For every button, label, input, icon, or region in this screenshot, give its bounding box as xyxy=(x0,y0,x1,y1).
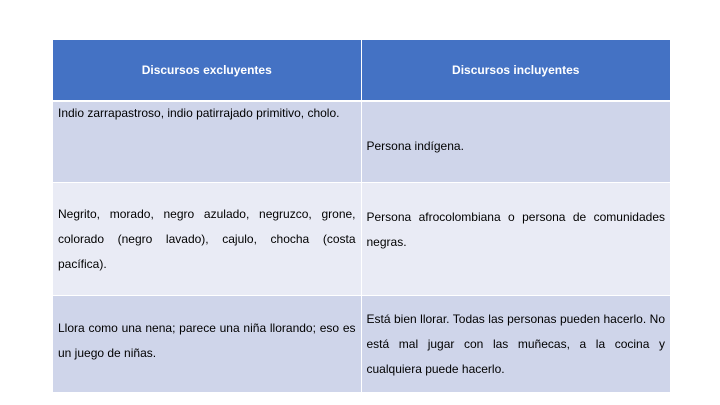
cell-excluyente: Negrito, morado, negro azulado, negruzco, grone, colorado (negro lavado), cajulo, chocha (costa pacífica). xyxy=(53,183,361,296)
cell-incluyente: Está bien llorar. Todas las personas pueden hacerlo. No está mal jugar con las muñecas, a la cocina y cualquiera puede hacerlo. xyxy=(361,296,670,393)
cell-excluyente: Llora como una nena; parece una niña llorando; eso es un juego de niñas. xyxy=(53,296,361,393)
cell-incluyente: Persona afrocolombiana o persona de comunidades negras. xyxy=(361,183,670,296)
header-excluyentes: Discursos excluyentes xyxy=(53,40,361,101)
table-row xyxy=(53,183,670,296)
table-header-row xyxy=(53,40,670,101)
cell-incluyente: Persona indígena. xyxy=(361,101,670,183)
table-row xyxy=(53,101,670,183)
table-row xyxy=(53,296,670,393)
header-incluyentes: Discursos incluyentes xyxy=(361,40,670,101)
discourse-comparison-table xyxy=(53,40,670,393)
cell-excluyente: Indio zarrapastroso, indio patirrajado primitivo, cholo. xyxy=(53,101,361,183)
